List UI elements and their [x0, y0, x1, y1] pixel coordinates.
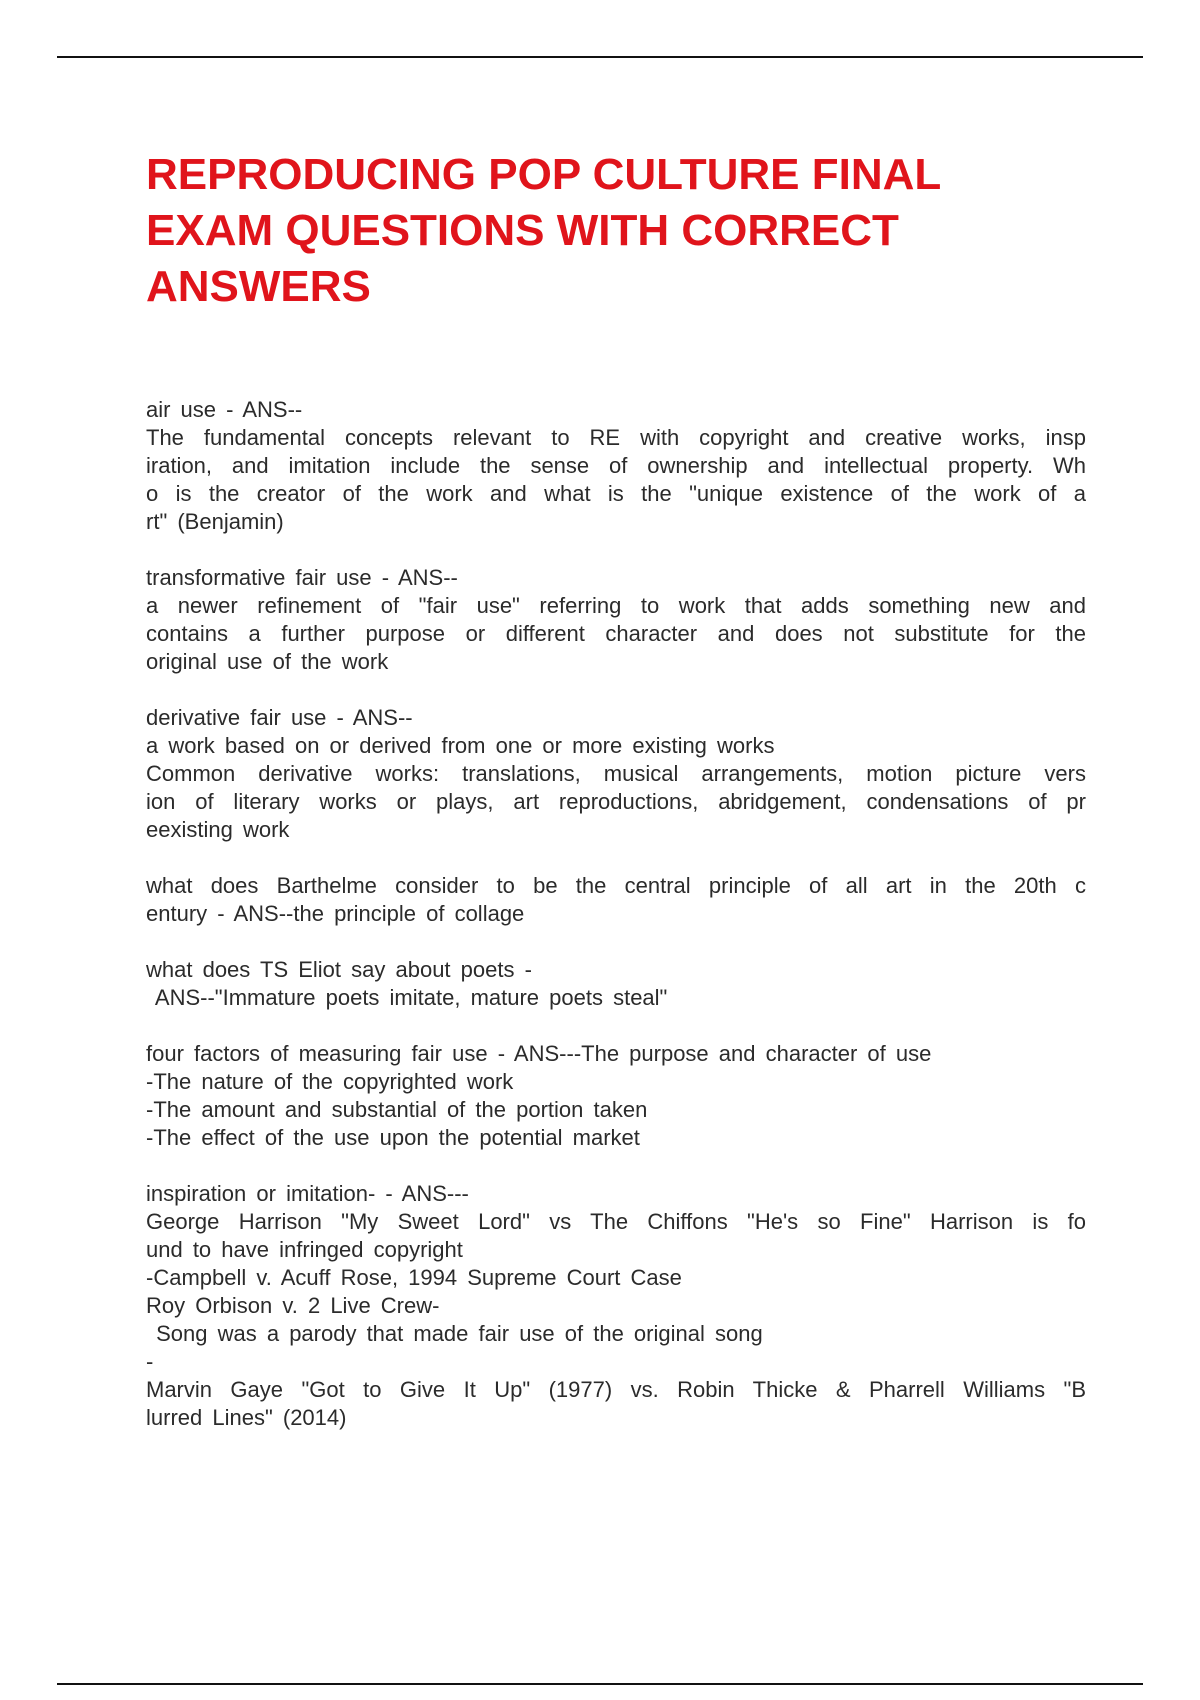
answer-line: a work based on or derived from one or more existing works: [146, 733, 775, 758]
qa-entry: [146, 1180, 1086, 1432]
question-line: derivative fair use - ANS--: [146, 705, 413, 730]
question-line: what does Barthelme consider to be the central principle of all art in the 20th c: [146, 873, 1086, 898]
qa-entry: [146, 1040, 1086, 1152]
answer-line: ANS--"Immature poets imitate, mature poets steal": [146, 985, 668, 1010]
qa-entry: [146, 872, 1086, 928]
question-line: transformative fair use - ANS--: [146, 565, 458, 590]
answer-line: George Harrison "My Sweet Lord" vs The Chiffons "He's so Fine" Harrison is fo: [146, 1209, 1086, 1234]
answer-line: Roy Orbison v. 2 Live Crew-: [146, 1293, 440, 1318]
answer-line: -The nature of the copyrighted work: [146, 1069, 514, 1094]
document-title: [146, 147, 1086, 315]
answer-line: contains a further purpose or different character and does not substitute for the: [146, 621, 1086, 646]
answer-line: Song was a parody that made fair use of the original song: [146, 1321, 763, 1346]
question-line: four factors of measuring fair use - ANS---The purpose and character of use: [146, 1041, 932, 1066]
answer-line: -The amount and substantial of the portion taken: [146, 1097, 648, 1122]
answer-line: Marvin Gaye "Got to Give It Up" (1977) vs. Robin Thicke & Pharrell Williams "B: [146, 1377, 1086, 1402]
answer-line: -: [146, 1349, 154, 1374]
answer-line: lurred Lines" (2014): [146, 1405, 347, 1430]
qa-entry: [146, 396, 1086, 536]
title-line: EXAM QUESTIONS WITH CORRECT: [146, 206, 899, 255]
qa-entry: [146, 956, 1086, 1012]
answer-line: entury - ANS--the principle of collage: [146, 901, 525, 926]
answer-line: rt" (Benjamin): [146, 509, 284, 534]
answer-line: und to have infringed copyright: [146, 1237, 463, 1262]
answer-line: a newer refinement of "fair use" referring to work that adds something new and: [146, 593, 1086, 618]
answer-line: The fundamental concepts relevant to RE with copyright and creative works, insp: [146, 425, 1086, 450]
header-rule: [57, 56, 1143, 58]
answer-line: -Campbell v. Acuff Rose, 1994 Supreme Court Case: [146, 1265, 682, 1290]
answer-line: iration, and imitation include the sense of ownership and intellectual property. Wh: [146, 453, 1086, 478]
qa-entry: [146, 564, 1086, 676]
title-line: ANSWERS: [146, 262, 371, 311]
answer-line: Common derivative works: translations, musical arrangements, motion picture vers: [146, 761, 1086, 786]
document-body: [146, 396, 1086, 1432]
title-line: REPRODUCING POP CULTURE FINAL: [146, 150, 942, 199]
answer-line: eexisting work: [146, 817, 290, 842]
qa-entry: [146, 704, 1086, 844]
question-line: air use - ANS--: [146, 397, 303, 422]
question-line: inspiration or imitation- - ANS---: [146, 1181, 469, 1206]
answer-line: o is the creator of the work and what is the "unique existence of the work of a: [146, 481, 1086, 506]
answer-line: ion of literary works or plays, art reproductions, abridgement, condensations of pr: [146, 789, 1086, 814]
footer-rule: [57, 1683, 1143, 1685]
question-line: what does TS Eliot say about poets -: [146, 957, 532, 982]
answer-line: original use of the work: [146, 649, 389, 674]
answer-line: -The effect of the use upon the potential market: [146, 1125, 640, 1150]
